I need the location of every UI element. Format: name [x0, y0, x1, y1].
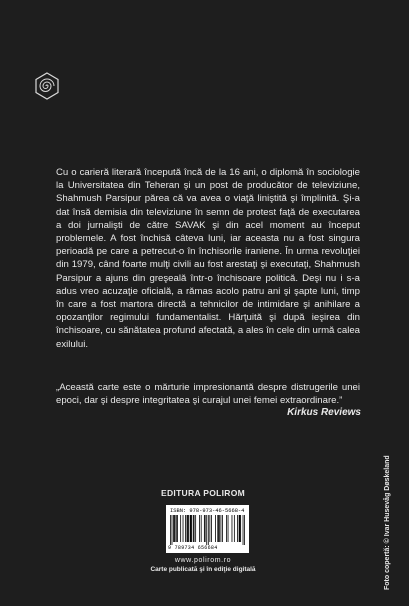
- barcode-bar: [234, 515, 235, 542]
- barcode-bar: [180, 515, 181, 542]
- barcode-bar: [190, 515, 191, 542]
- barcode-bar: [232, 515, 233, 542]
- barcode-bar: [228, 515, 229, 542]
- barcode-bar: [219, 515, 220, 542]
- barcode-bar: [226, 515, 227, 542]
- barcode-bar: [211, 515, 212, 542]
- barcode-bar: [244, 515, 245, 545]
- barcode-bar: [239, 515, 240, 542]
- cover-photo-credit: Foto copertă: © Ivar Husevåg Døskeland: [384, 455, 391, 590]
- publisher-name: EDITURA POLIROM: [161, 488, 245, 498]
- barcode-bar: [172, 515, 173, 545]
- barcode-bar: [239, 515, 240, 542]
- review-source: Kirkus Reviews: [287, 407, 361, 418]
- barcode-bar: [174, 515, 175, 542]
- barcode-bar: [173, 515, 174, 542]
- digital-edition-note: Carte publicată şi în ediţie digitală: [150, 566, 256, 573]
- barcode-bar: [188, 515, 189, 542]
- barcode-bar: [204, 515, 205, 542]
- barcode-bar: [205, 515, 206, 542]
- barcode-bar: [194, 515, 195, 542]
- barcode-bar: [176, 515, 177, 542]
- barcode-bar: [237, 515, 238, 542]
- barcode-bar: [240, 515, 241, 542]
- barcode-bar: [191, 515, 192, 542]
- barcode-bar: [193, 515, 194, 542]
- publisher-website: www.polirom.ro: [174, 557, 232, 564]
- spiral-hexagon-logo-icon: [33, 72, 61, 100]
- barcode-bar: [175, 515, 176, 542]
- barcode-bar: [243, 515, 244, 545]
- barcode-bar: [222, 515, 223, 542]
- isbn-text: ISBN: 978-973-46-5668-4: [170, 508, 245, 514]
- barcode-bar: [215, 515, 216, 542]
- barcode-icon: [170, 515, 245, 545]
- barcode-bar: [185, 515, 186, 542]
- barcode-bar: [195, 515, 196, 542]
- barcode-bar: [183, 515, 184, 542]
- barcode-bar: [187, 515, 188, 542]
- barcode-bar: [217, 515, 218, 542]
- ean-digits: 9 789734 656684: [168, 545, 218, 551]
- barcode-bar: [209, 515, 210, 542]
- barcode-bar: [208, 515, 209, 545]
- barcode-bar: [218, 515, 219, 542]
- review-quote: „Această carte este o mărturie impresionantă despre distrugerile unei epoci, dar şi despre integritatea şi curajul unei femei extraordinare.”: [56, 382, 360, 407]
- barcode-bar: [201, 515, 202, 542]
- barcode-bar: [177, 515, 178, 542]
- barcode-bar: [170, 515, 171, 545]
- barcode-bar: [199, 515, 200, 542]
- back-cover-blurb: Cu o carieră literară începută încă de la 16 ani, o diplomă în sociologie la Universitatea din Teheran şi un post de producător de televiziune, Shahmush Parsipur părea că va avea o viaţă liniştită şi împlinită. Şi-a dat însă demisia din televiziune în semn de protest faţă de executarea a doi jurnalişti de către SAVAK şi din acel moment au început problemele. A fost închisă câteva luni, iar aceasta nu a fost singura perioadă pe care a petrecut-o în închisorile iraniene. În urma revoluţiei din 1979, când foarte mulţi civili au fost arestaţi şi executaţi, Shahmush Parsipur a ajuns din greşeală într-o închisoare politică. Deşi nu i s-a adus vreo acuzaţie oficială, a rămas acolo patru ani şi şapte luni, timp în care a fost martora directă a tehnicilor de intimidare şi anihilare a opozanţilor regimului fundamentalist. Hărţuită şi după ieşirea din închisoare, cu sănătatea profund afectată, a ales în cele din urmă calea exilului.: [56, 167, 360, 350]
- barcode-bar: [191, 515, 192, 542]
- isbn-barcode: [166, 505, 249, 553]
- barcode-bar: [187, 515, 188, 542]
- barcode-bar: [206, 515, 207, 545]
- barcode-bar: [221, 515, 222, 542]
